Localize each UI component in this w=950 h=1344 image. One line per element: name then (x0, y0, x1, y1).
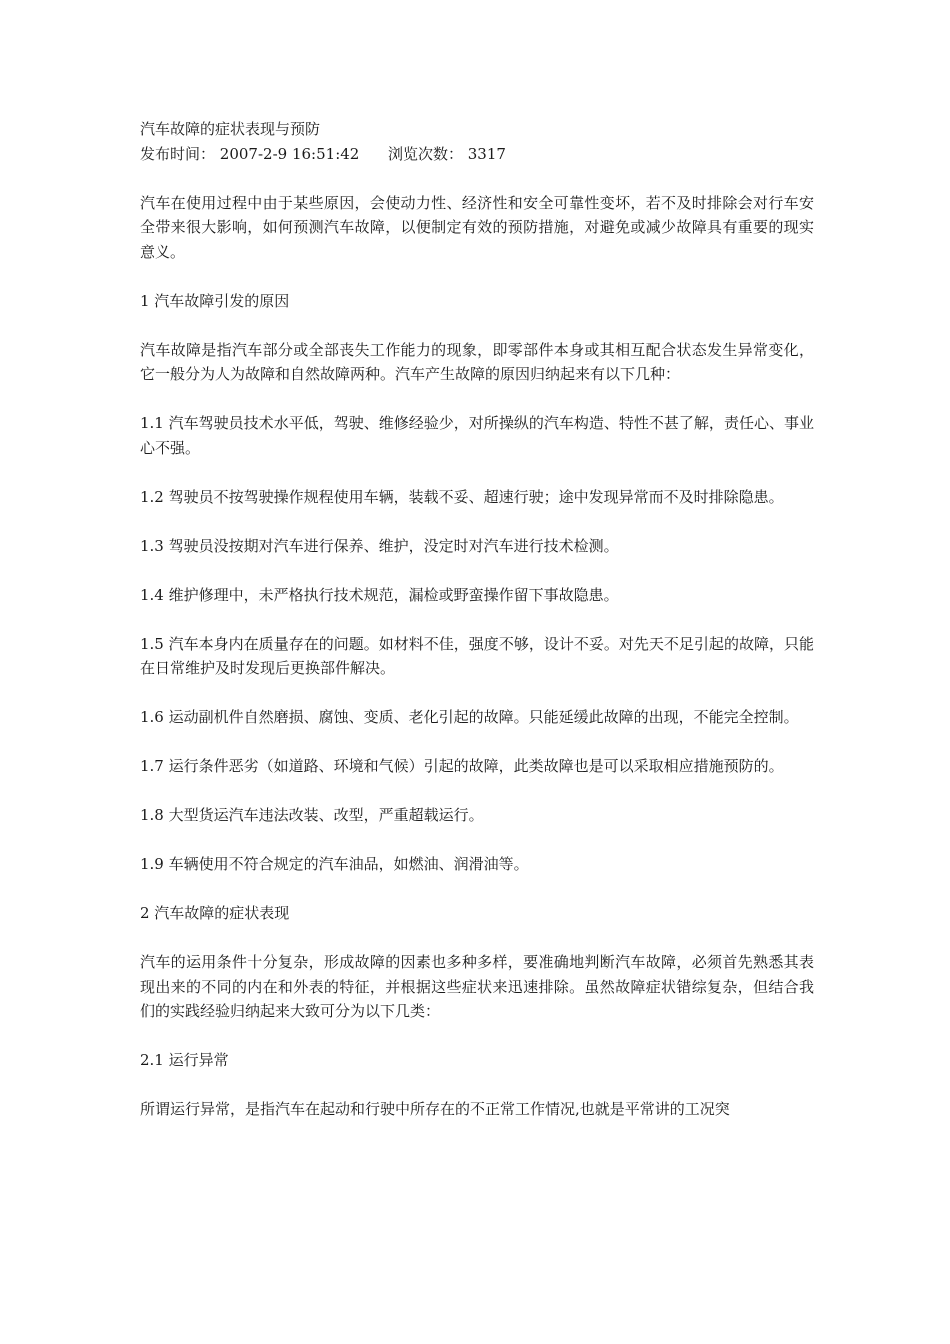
publish-time: 2007-2-9 16:51:42 (219, 144, 360, 163)
section-2-intro: 汽车的运用条件十分复杂，形成故障的因素也多种多样，要准确地判断汽车故障，必须首先熟悉其表现出来的不同的内在和外表的特征，并根据这些症状来迅速排除。虽然故障症状错综复杂，但结合我们的实践经验归纳起来大致可分为以下几类： (140, 953, 814, 1020)
intro-paragraph: 汽车在使用过程中由于某些原因，会使动力性、经济性和安全可靠性变坏，若不及时排除会对行车安全带来很大影响，如何预测汽车故障，以便制定有效的预防措施，对避免或减少故障具有重要的现实意义。 (140, 193, 814, 261)
views-count: 3317 (467, 144, 506, 163)
subsection-2-1-heading: 2.1 运行异常 (140, 1051, 229, 1069)
list-item: 1.8 大型货运汽车违法改装、改型，严重超载运行。 (140, 806, 484, 824)
views-label: 浏览次数： (387, 144, 463, 163)
publish-label: 发布时间： (140, 144, 216, 163)
section-1-intro: 汽车故障是指汽车部分或全部丧失工作能力的现象，即零部件本身或其相互配合状态发生异常变化，它一般分为人为故障和自然故障两种。汽车产生故障的原因归纳起来有以下几种： (140, 340, 814, 383)
list-item: 1.4 维护修理中，未严格执行技术规范，漏检或野蛮操作留下事故隐患。 (140, 585, 619, 604)
section-1-heading: 1 汽车故障引发的原因 (140, 291, 290, 310)
list-item: 1.3 驾驶员没按期对汽车进行保养、维护，没定时对汽车进行技术检测。 (140, 536, 619, 555)
subsection-2-1-text: 所谓运行异常，是指汽车在起动和行驶中所存在的不正常工作情况,也就是平常讲的工况突 (140, 1100, 730, 1118)
document-page (140, 117, 814, 1146)
document-meta (140, 142, 814, 167)
document-title: 汽车故障的症状表现与预防 (140, 120, 321, 138)
list-item: 1.2 驾驶员不按驾驶操作规程使用车辆，装载不妥、超速行驶；途中发现异常而不及时排除隐患。 (140, 487, 784, 506)
list-item: 1.6 运动副机件自然磨损、腐蚀、变质、老化引起的故障。只能延缓此故障的出现，不能完全控制。 (140, 708, 799, 726)
list-item: 1.5 汽车本身内在质量存在的问题。如材料不佳，强度不够，设计不妥。对先天不足引起的故障，只能在日常维护及时发现后更换部件解决。 (140, 634, 814, 677)
list-item: 1.7 运行条件恶劣（如道路、环境和气候）引起的故障，此类故障也是可以采取相应措施预防的。 (140, 757, 784, 775)
list-item: 1.9 车辆使用不符合规定的汽车油品，如燃油、润滑油等。 (140, 855, 529, 873)
list-item: 1.1 汽车驾驶员技术水平低，驾驶、维修经验少，对所操纵的汽车构造、特性不甚了解，责任心、事业心不强。 (140, 414, 814, 457)
section-2-heading: 2 汽车故障的症状表现 (140, 904, 290, 922)
